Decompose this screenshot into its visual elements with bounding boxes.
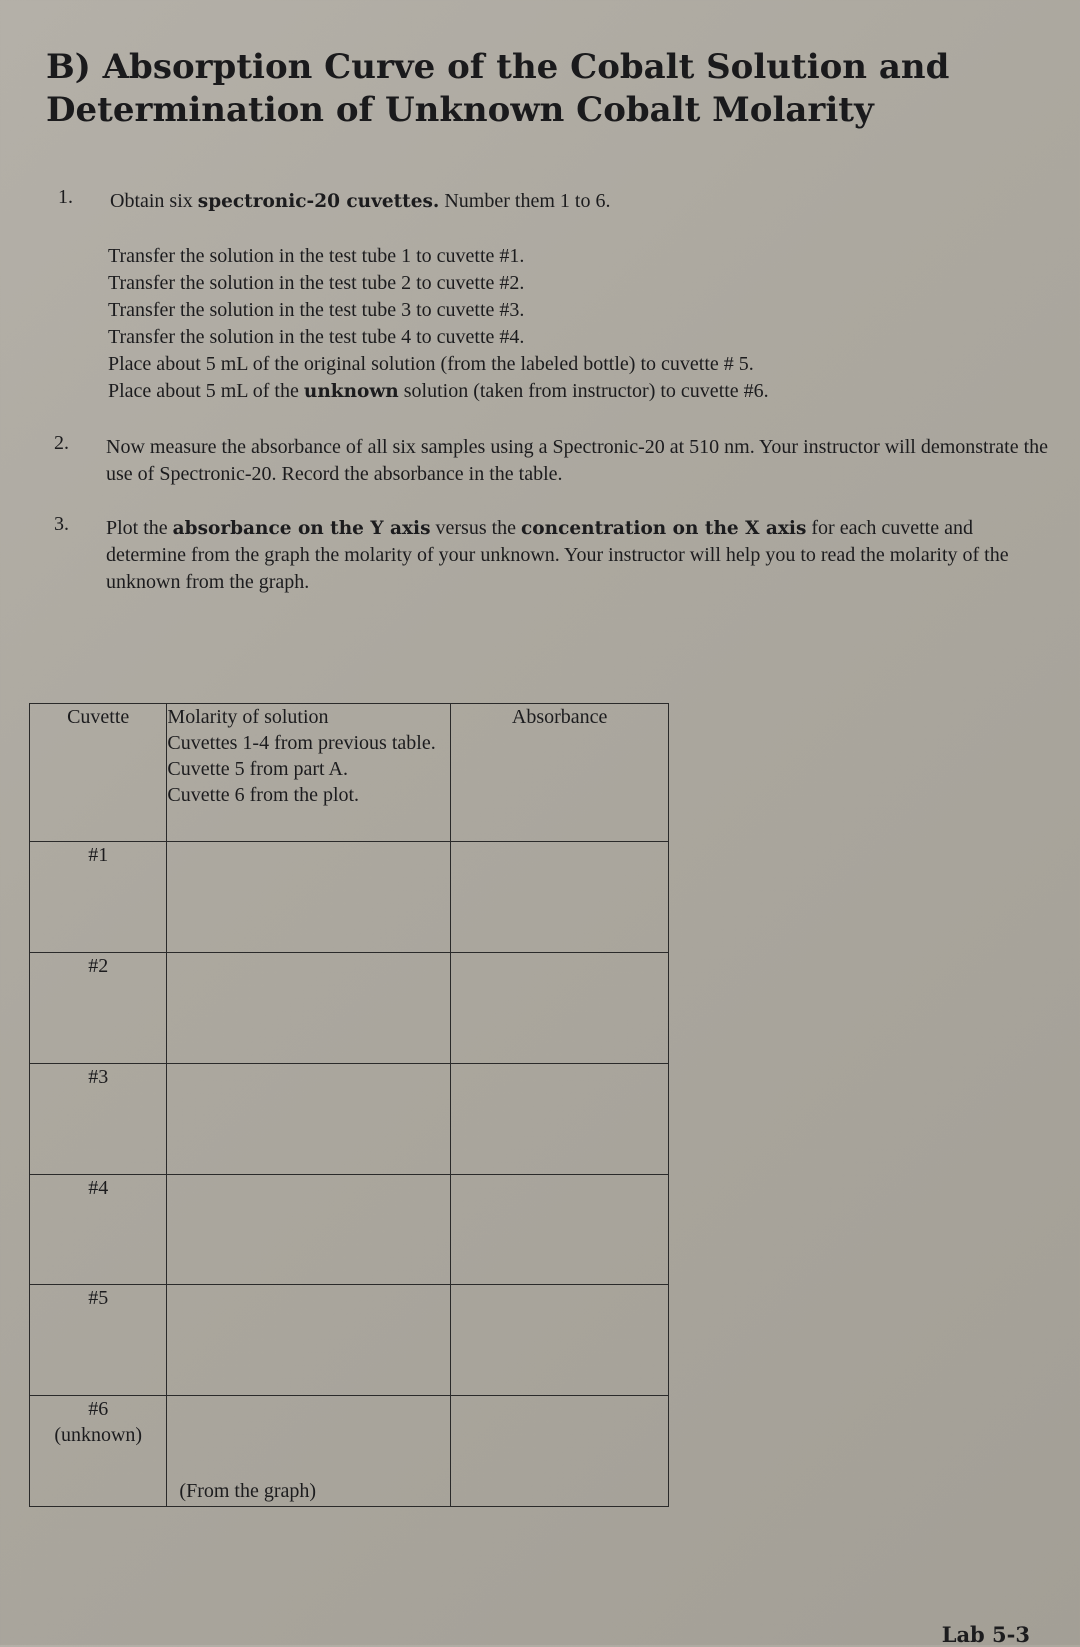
step-1-line: Transfer the solution in the test tube 2 to cuvette #2. xyxy=(108,272,525,294)
table-row xyxy=(30,842,669,953)
cuvette-label-line: #6 xyxy=(88,1398,109,1421)
header-molarity-line: Cuvette 5 from part A. xyxy=(167,758,348,780)
cuvette-label: #5 xyxy=(30,1285,167,1396)
absorbance-cell[interactable] xyxy=(451,953,669,1064)
table-row xyxy=(30,1174,669,1285)
header-molarity-line: Cuvettes 1-4 from previous table. xyxy=(167,732,436,754)
absorbance-cell[interactable] xyxy=(451,1174,669,1285)
step-3-t3: for each cuvette and determine from the graph the molarity of your unknown. Your instructor will help you to read the molarity of the unknown from the graph. xyxy=(106,517,1009,593)
section-title: B) Absorption Curve of the Cobalt Solution and Determination of Unknown Cobalt Molarity xyxy=(46,47,950,130)
molarity-cell[interactable] xyxy=(167,1063,451,1174)
header-molarity-line: Molarity of solution xyxy=(167,706,329,728)
step-1-intro xyxy=(110,188,1010,215)
step-1-line: Transfer the solution in the test tube 1 to cuvette #1. xyxy=(108,245,525,267)
step-1-number: 1. xyxy=(58,186,73,208)
step-1-instructions xyxy=(108,243,1038,405)
page-label: Lab 5-3 xyxy=(941,1622,1030,1647)
header-cuvette: Cuvette xyxy=(30,704,167,842)
absorbance-table xyxy=(29,703,669,1507)
step-1-intro-post: Number them 1 to 6. xyxy=(439,190,611,212)
absorbance-cell[interactable] xyxy=(451,1285,669,1396)
step-3-b2: concentration on the X axis xyxy=(521,518,807,539)
cuvette-label: #1 xyxy=(30,842,167,953)
molarity-cell[interactable] xyxy=(167,842,451,953)
step-1-intro-bold: spectronic-20 cuvettes. xyxy=(197,191,440,212)
step-1-last-line xyxy=(108,378,1038,405)
table-row xyxy=(30,1063,669,1174)
absorbance-cell[interactable] xyxy=(451,842,669,953)
header-absorbance: Absorbance xyxy=(451,704,669,842)
step-3-t1: Plot the xyxy=(106,517,173,539)
molarity-cell-unknown[interactable] xyxy=(167,1396,451,1507)
table-row xyxy=(30,1285,669,1396)
step-1-line: Transfer the solution in the test tube 4 to cuvette #4. xyxy=(108,326,525,348)
cuvette-label: #3 xyxy=(30,1063,167,1174)
step-3-t2: versus the xyxy=(430,517,522,539)
step-2-number: 2. xyxy=(54,432,69,454)
table-header-row xyxy=(30,704,669,842)
cuvette-label-line: (unknown) xyxy=(54,1424,143,1447)
cuvette-label: #4 xyxy=(30,1174,167,1285)
step-3-b1: absorbance on the Y axis xyxy=(172,518,431,539)
cuvette-label-unknown xyxy=(30,1396,167,1507)
table-row xyxy=(30,953,669,1064)
step-2-text: Now measure the absorbance of all six samples using a Spectronic-20 at 510 nm. Your instructor will demonstrate the use of Spectronic-20. Record the absorbance in the table. xyxy=(106,436,1049,485)
from-graph-note: (From the graph) xyxy=(179,1480,317,1502)
absorbance-cell[interactable] xyxy=(451,1063,669,1174)
step-3-number: 3. xyxy=(54,513,69,535)
header-molarity-line: Cuvette 6 from the plot. xyxy=(167,784,360,806)
absorbance-cell[interactable] xyxy=(451,1396,669,1507)
step-1-last-post: solution (taken from instructor) to cuvette #6. xyxy=(398,380,769,402)
step-1-last-pre: Place about 5 mL of the xyxy=(108,380,304,402)
step-1-last-bold: unknown xyxy=(303,381,399,402)
step-3-text xyxy=(106,515,1026,596)
step-1-line: Transfer the solution in the test tube 3 to cuvette #3. xyxy=(108,299,525,321)
cuvette-label: #2 xyxy=(30,953,167,1064)
step-1-intro-pre: Obtain six xyxy=(110,190,198,212)
header-molarity xyxy=(167,704,451,842)
molarity-cell[interactable] xyxy=(167,1174,451,1285)
molarity-cell[interactable] xyxy=(167,1285,451,1396)
step-1-line: Place about 5 mL of the original solution (from the labeled bottle) to cuvette # 5. xyxy=(108,353,754,375)
table-row-unknown xyxy=(30,1396,669,1507)
molarity-cell[interactable] xyxy=(167,953,451,1064)
